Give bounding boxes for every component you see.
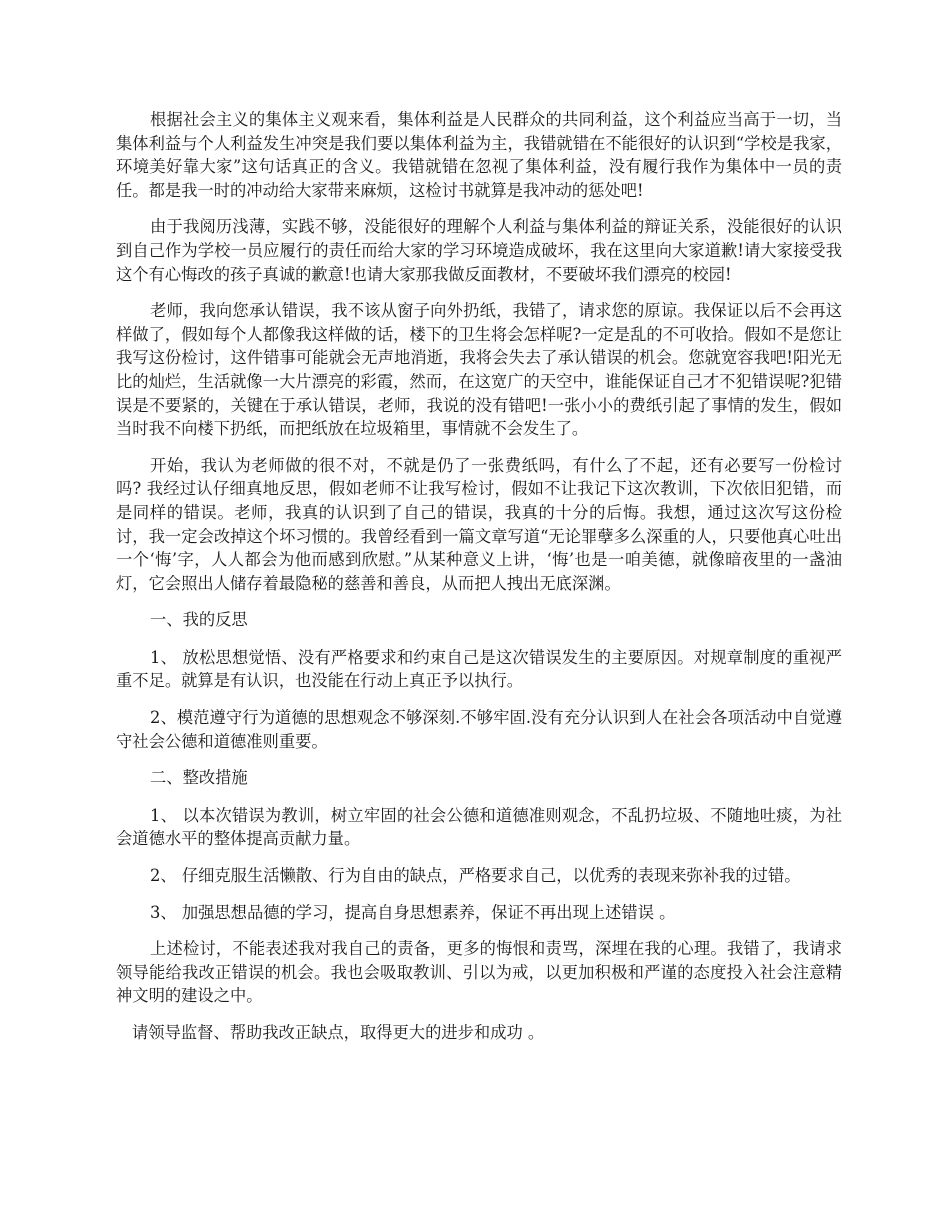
reflection-item-1: 1、 放松思想觉悟、没有严格要求和约束自己是这次错误发生的主要原因。对规章制度的重视严重不足。就算是有认识，也没能在行动上真正予以执行。 — [116, 647, 842, 691]
paragraph-conclusion: 上述检讨，不能表述我对我自己的责备，更多的悔恨和责骂，深埋在我的心理。我错了，我请求领导能给我改正错误的机会。我也会吸取教训、引以为戒，以更加积极和严谨的态度投入社会注意精神文明的建设之中。 — [116, 939, 842, 1006]
section-heading-reflection: 一、我的反思 — [150, 610, 248, 630]
measure-item-1: 1、 以本次错误为教训，树立牢固的社会公德和道德准则观念，不乱扔垃圾、不随地吐痰，为社会道德水平的整体提高贡献力量。 — [116, 805, 842, 849]
measure-item-2: 2、 仔细克服生活懒散、行为自由的缺点，严格要求自己，以优秀的表现来弥补我的过错。 — [150, 866, 801, 886]
paragraph-closing: 请领导监督、帮助我改正缺点，取得更大的进步和成功 。 — [132, 1023, 545, 1042]
reflection-item-2: 2、模范遵守行为道德的思想观念不够深刻.不够牢固.没有充分认识到人在社会各项活动中自觉遵守社会公德和道德准则重要。 — [116, 708, 842, 751]
section-heading-measures: 二、整改措施 — [150, 768, 248, 788]
paragraph-reflection: 开始，我认为老师做的很不对，不就是仍了一张费纸吗，有什么了不起，还有必要写一份检讨吗? 我经过认仔细真地反思，假如老师不让我写检讨，假如不让我记下这次教训，下次依旧犯错，而是同样的错误。老师，我真的认识到了自己的错误，我真的十分的后悔。我想，通过这次写这份检讨，我一定会改掉这个坏习惯的。我曾经看到一篇文章写道“无论罪孽多么深重的人，只要他真心吐出一个‘悔’字，人人都会为他而感到欣慰。”从某种意义上讲，‘悔’也是一咱美德，就像暗夜里的一盏油灯，它会照出人储存着最隐秘的慈善和善良，从而把人拽出无底深渊。 — [116, 455, 842, 593]
measure-item-3: 3、 加强思想品德的学习，提高自身思想素养，保证不再出现上述错误 。 — [150, 902, 676, 922]
paragraph-collective-interest: 根据社会主义的集体主义观来看，集体利益是人民群众的共同利益，这个利益应当高于一切，当集体利益与个人利益发生冲突是我们要以集体利益为主，我错就错在不能很好的认识到“学校是我家，环境美好靠大家”这句话真正的含义。我错就错在忽视了集体利益，没有履行我作为集体中一员的责任。都是我一时的冲动给大家带来麻烦，这检讨书就算是我冲动的惩处吧! — [116, 110, 842, 200]
document-page — [116, 108, 842, 1058]
paragraph-apology: 由于我阅历浅薄，实践不够，没能很好的理解个人利益与集体利益的辩证关系，没能很好的认识到自己作为学校一员应履行的责任而给大家的学习环境造成破坏，我在这里向大家道歉!请大家接受我这个有心悔改的孩子真诚的歉意!也请大家那我做反面教材，不要破坏我们漂亮的校园! — [116, 217, 842, 284]
paragraph-admit-error: 老师，我向您承认错误，我不该从窗子向外扔纸，我错了，请求您的原谅。我保证以后不会再这样做了，假如每个人都像我这样做的话，楼下的卫生将会怎样呢?一定是乱的不可收拾。假如不是您让我写这份检讨，这件错事可能就会无声地消逝，我将会失去了承认错误的机会。您就宽容我吧!阳光无比的灿烂，生活就像一大片漂亮的彩霞，然而，在这宽广的天空中，谁能保证自己才不犯错误呢?犯错误是不要紧的，关键在于承认错误，老师，我说的没有错吧!一张小小的费纸引起了事情的发生，假如当时我不向楼下扔纸，而把纸放在垃圾箱里，事情就不会发生了。 — [116, 301, 842, 439]
